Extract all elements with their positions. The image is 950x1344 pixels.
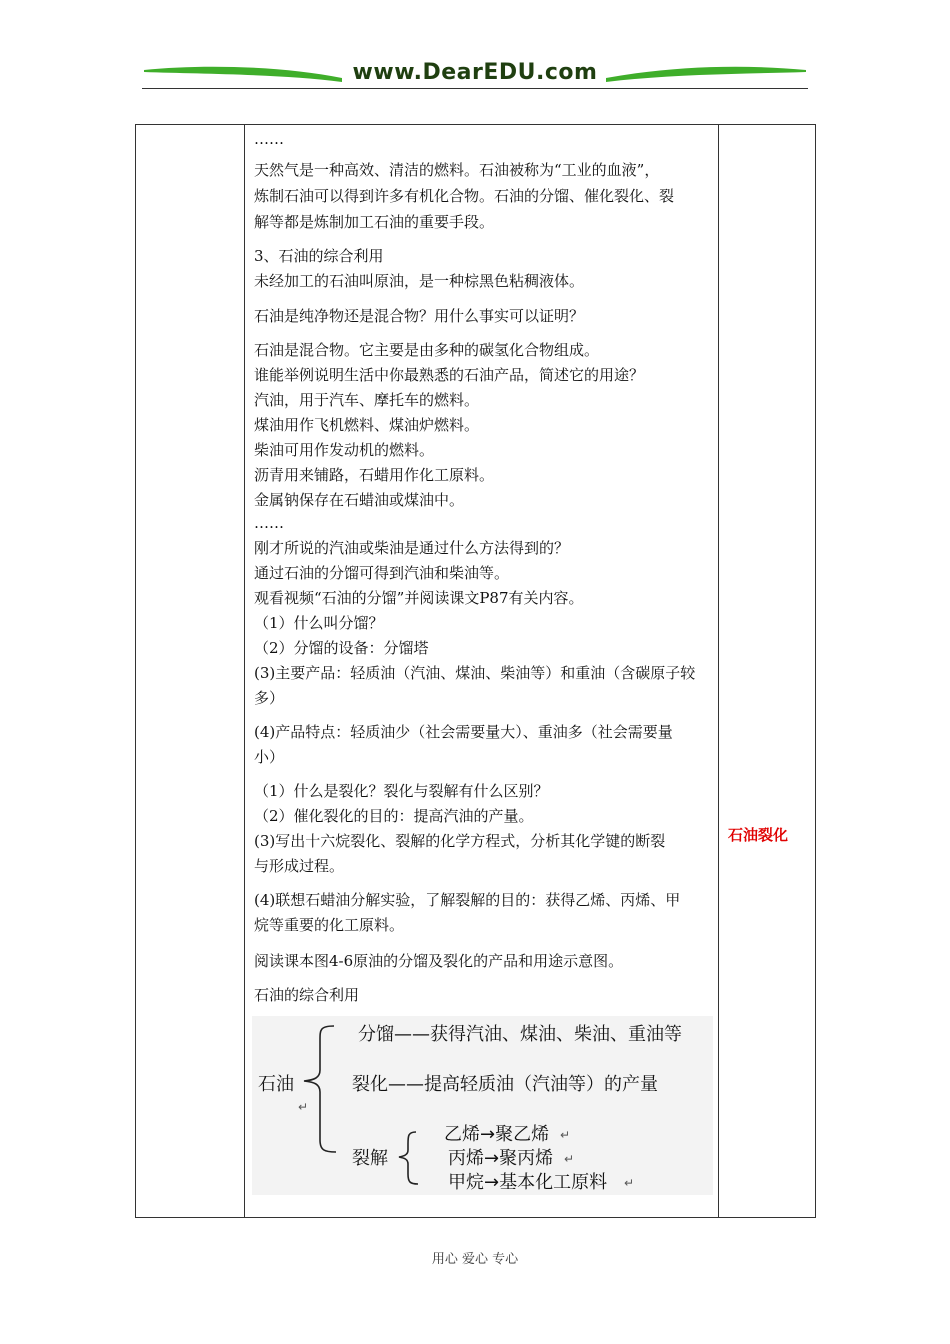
text-line: （2）催化裂化的目的：提高汽油的产量。 (254, 807, 534, 825)
text-line: 汽油，用于汽车、摩托车的燃料。 (254, 391, 480, 409)
text-line: （1）什么叫分馏？ (254, 614, 384, 632)
column-divider-1 (244, 125, 245, 1217)
column-divider-2 (718, 125, 719, 1217)
text-line: （2）分馏的设备：分馏塔 (254, 639, 429, 657)
text-line: (4)产品特点：轻质油少（社会需要量大）、重油多（社会需要量 (254, 723, 673, 741)
site-logo-text: www.DearEDU.com (352, 60, 598, 85)
text-line: …… (254, 130, 284, 148)
return-mark-icon: ↵ (298, 1100, 309, 1114)
petroleum-utilization-diagram (252, 1016, 713, 1195)
diagram-pyrolysis: 裂解 (352, 1148, 388, 1169)
header-divider (142, 88, 808, 89)
diagram-fractionation: 分馏——获得汽油、煤油、柴油、重油等 (358, 1024, 682, 1045)
text-line: (4)联想石蜡油分解实验，了解裂解的目的：获得乙烯、丙烯、甲 (254, 891, 681, 909)
text-line: 阅读课本图4-6原油的分馏及裂化的产品和用途示意图。 (254, 952, 624, 970)
text-line: 炼制石油可以得到许多有机化合物。石油的分馏、催化裂化、裂 (254, 187, 675, 205)
return-mark-icon: ↵ (624, 1176, 635, 1190)
text-line: 未经加工的石油叫原油，是一种棕黑色粘稠液体。 (254, 272, 585, 290)
text-line: 石油的综合利用 (254, 986, 360, 1004)
text-line: 刚才所说的汽油或柴油是通过什么方法得到的？ (254, 539, 570, 557)
text-line: 石油是混合物。它主要是由多种的碳氢化合物组成。 (254, 341, 600, 359)
diagram-cracking: 裂化——提高轻质油（汽油等）的产量 (352, 1074, 658, 1095)
return-mark-icon: ↵ (560, 1128, 571, 1142)
text-line: （1）什么是裂化？裂化与裂解有什么区别？ (254, 782, 549, 800)
text-line: 烷等重要的化工原料。 (254, 916, 405, 934)
text-line: 柴油可用作发动机的燃料。 (254, 441, 435, 459)
text-line: 通过石油的分馏可得到汽油和柴油等。 (254, 564, 510, 582)
text-line: 观看视频“石油的分馏”并阅读课文P87有关内容。 (254, 589, 584, 607)
text-line: (3)主要产品：轻质油（汽油、煤油、柴油等）和重油（含碳原子较 (254, 664, 696, 682)
text-line: 石油是纯净物还是混合物？用什么事实可以证明？ (254, 307, 585, 325)
text-line: 3、石油的综合利用 (254, 247, 384, 265)
diagram-pyrolysis-item: 乙烯→聚乙烯 (444, 1124, 550, 1145)
text-line: 沥青用来铺路，石蜡用作化工原料。 (254, 466, 495, 484)
diagram-pyrolysis-item: 甲烷→基本化工原料 (448, 1172, 608, 1193)
text-line: 与形成过程。 (254, 857, 345, 875)
text-line: 金属钠保存在石蜡油或煤油中。 (254, 491, 465, 509)
text-line: 谁能举例说明生活中你最熟悉的石油产品，简述它的用途？ (254, 366, 645, 384)
text-line: …… (254, 514, 284, 532)
return-mark-icon: ↵ (564, 1152, 575, 1166)
text-line: 多） (254, 689, 285, 707)
text-line: 天然气是一种高效、清洁的燃料。石油被称为“工业的血液”， (254, 161, 660, 179)
text-line: 小） (254, 748, 285, 766)
text-line: (3)写出十六烷裂化、裂解的化学方程式，分析其化学键的断裂 (254, 832, 666, 850)
text-line: 煤油用作飞机燃料、煤油炉燃料。 (254, 416, 480, 434)
diagram-root-label: 石油 (258, 1074, 294, 1095)
text-line: 解等都是炼制加工石油的重要手段。 (254, 213, 495, 231)
diagram-pyrolysis-item: 丙烯→聚丙烯 (448, 1148, 554, 1169)
page-footer: 用心 爱心 专心 (431, 1252, 519, 1267)
side-note: 石油裂化 (728, 826, 789, 844)
